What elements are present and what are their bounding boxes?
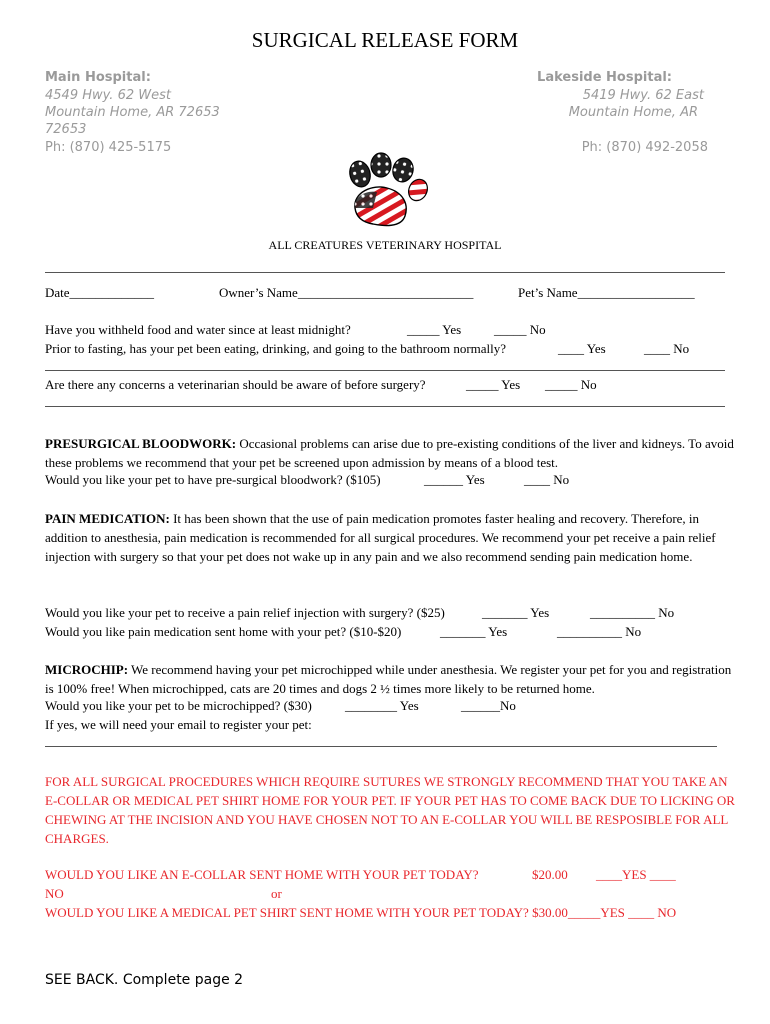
footer-note: SEE BACK. Complete page 2	[45, 972, 244, 988]
form-title: SURGICAL RELEASE FORM	[251, 28, 519, 52]
lakeside-hospital-address1: 5419 Hwy. 62 East	[582, 88, 704, 103]
pet-name-field[interactable]: Pet’s Name__________________	[518, 285, 695, 300]
microchip-no-option[interactable]: ______No	[461, 698, 516, 713]
fasting-question: Have you withheld food and water since at least midnight?	[45, 322, 351, 337]
bloodwork-text: Occasional problems can arise due to pre-existing conditions of the liver and kidneys. To avoid these problems we recommend that your pet be screened upon admission by means of a blood test.	[45, 436, 734, 470]
main-hospital-label: Main Hospital:	[45, 70, 151, 85]
bloodwork-no-option[interactable]: ____ No	[524, 472, 570, 487]
bloodwork-yes-option[interactable]: ______ Yes	[424, 472, 485, 487]
email-input-line[interactable]	[45, 746, 717, 747]
main-hospital-address2: Mountain Home, AR 72653	[45, 105, 220, 120]
bloodwork-question: Would you like your pet to have pre-surgical bloodwork? ($105)	[45, 472, 381, 487]
pain-home-no-option[interactable]: __________ No	[557, 624, 642, 639]
divider	[45, 370, 725, 371]
flag-paw-print-icon	[343, 152, 429, 230]
fasting-no-option[interactable]: _____ No	[494, 322, 546, 337]
eating-yes-option[interactable]: ____ Yes	[558, 341, 606, 356]
pet-shirt-question[interactable]: WOULD YOU LIKE A MEDICAL PET SHIRT SENT HOME WITH YOUR PET TODAY? $30.00_____YES ____ NO	[45, 905, 677, 920]
pain-medication-heading: PAIN MEDICATION:	[45, 511, 170, 526]
hospital-name: ALL CREATURES VETERINARY HOSPITAL	[268, 238, 502, 252]
date-field[interactable]: Date_____________	[45, 285, 155, 300]
concerns-no-option[interactable]: _____ No	[545, 377, 597, 392]
pain-medication-section	[45, 509, 735, 566]
ecollar-yes-option[interactable]: ____YES ____	[596, 867, 676, 882]
lakeside-hospital-label: Lakeside Hospital:	[537, 70, 672, 85]
bloodwork-section	[45, 434, 735, 472]
bloodwork-heading: PRESURGICAL BLOODWORK:	[45, 436, 237, 451]
concerns-yes-option[interactable]: _____ Yes	[466, 377, 521, 392]
pain-medication-text: It has been shown that the use of pain medication promotes faster healing and recovery. Therefore, in addition to anesthesia, pain medication is recommended for all surgical procedures. We recommend your pet receive a pain relief injection with surgery so that your pet does not wake up in any pain and we also recommend sending pain medication home.	[45, 511, 716, 564]
pain-injection-yes-option[interactable]: _______ Yes	[482, 605, 550, 620]
eating-no-option[interactable]: ____ No	[644, 341, 690, 356]
divider	[45, 272, 725, 273]
microchip-question: Would you like your pet to be microchipped? ($30)	[45, 698, 312, 713]
pain-home-yes-option[interactable]: _______ Yes	[440, 624, 508, 639]
owner-name-field[interactable]: Owner’s Name___________________________	[219, 285, 474, 300]
ecollar-notice: FOR ALL SURGICAL PROCEDURES WHICH REQUIRE SUTURES WE STRONGLY RECOMMEND THAT YOU TAKE AN E-COLLAR OR MEDICAL PET SHIRT HOME FOR YOUR PET. IF YOUR PET HAS TO COME BACK DUE TO LICKING OR CHEWING AT THE INCISION AND YOU HAVE CHOSEN NOT TO AN E-COLLAR YOU WILL BE RESPOSIBLE FOR ALL CHARGES.	[45, 774, 735, 846]
ecollar-price: $20.00	[532, 867, 568, 882]
main-hospital-phone: Ph: (870) 425-5175	[45, 140, 172, 155]
pain-home-question: Would you like pain medication sent home with your pet? ($10-$20)	[45, 624, 402, 639]
main-hospital-address1: 4549 Hwy. 62 West	[45, 88, 171, 103]
eating-question: Prior to fasting, has your pet been eating, drinking, and going to the bathroom normally?	[45, 341, 507, 356]
microchip-text: We recommend having your pet microchipped while under anesthesia. We register your pet for you and registration is 100% free! When microchipped, cats are 20 times and dogs 2 ½ times more likely to be returned home.	[45, 662, 732, 696]
ecollar-question: WOULD YOU LIKE AN E-COLLAR SENT HOME WITH YOUR PET TODAY?	[45, 867, 479, 882]
microchip-yes-option[interactable]: ________ Yes	[345, 698, 419, 713]
microchip-email-label: If yes, we will need your email to register your pet:	[45, 717, 312, 732]
lakeside-hospital-address2: Mountain Home, AR	[568, 105, 698, 120]
divider	[45, 406, 725, 407]
ecollar-no-option[interactable]: NO	[45, 886, 64, 901]
main-hospital-address3: 72653	[45, 122, 87, 137]
fasting-yes-option[interactable]: _____ Yes	[407, 322, 462, 337]
pain-injection-question: Would you like your pet to receive a pain relief injection with surgery? ($25)	[45, 605, 445, 620]
microchip-section	[45, 660, 735, 698]
pain-injection-no-option[interactable]: __________ No	[590, 605, 675, 620]
lakeside-hospital-phone: Ph: (870) 492-2058	[581, 140, 708, 155]
microchip-heading: MICROCHIP:	[45, 662, 129, 677]
or-separator: or	[271, 886, 282, 901]
concerns-question: Are there any concerns a veterinarian should be aware of before surgery?	[45, 377, 426, 392]
